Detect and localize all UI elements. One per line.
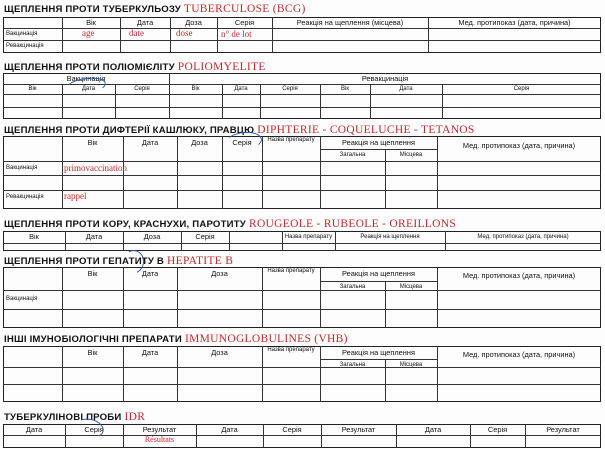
header-series: Серія (195, 232, 215, 241)
header-general: Загальна (339, 152, 366, 158)
handwritten-age: age (82, 28, 95, 38)
handwritten-primovaccination: primovaccination (64, 163, 127, 173)
header-product-name: Назва препарату (267, 268, 315, 274)
title-ua: ЩЕПЛЕННЯ ПРОТИ КОРУ, КРАСНУХИ, ПАРОТИТУ (4, 219, 246, 230)
header-contraindication: Мед. протипоказ (дата, причина) (462, 141, 576, 150)
header-date: Дата (25, 425, 43, 434)
title-ua: ТУБЕРКУЛІНОВІ ПРОБИ (4, 412, 122, 423)
title-fr: ROUGEOLE - RUBEOLE - OREILLONS (248, 218, 457, 230)
header-reaction: Реакція на щеплення (342, 348, 415, 357)
header-date: Дата (85, 232, 103, 241)
header-product-name: Назва препарату (284, 234, 333, 240)
header-reaction: Реакція на щеплення (місцева) (296, 18, 404, 27)
title-ua: ЩЕПЛЕННЯ ПРОТИ ПОЛІОМІЄЛІТУ (4, 62, 175, 73)
header-local: Місцева (399, 284, 423, 290)
header-contraindication: Мед. протипоказ (дата, причина) (477, 234, 569, 240)
header-age: Вік (191, 86, 200, 92)
header-age: Вік (29, 232, 39, 241)
header-series: Серія (282, 425, 302, 434)
header-date: Дата (81, 86, 96, 92)
header-age: Вік (86, 18, 96, 27)
header-series: Серія (84, 425, 104, 434)
header-age: Вік (28, 86, 37, 92)
handwritten-date: date (129, 28, 144, 38)
title-fr: POLIOMYELITE (177, 61, 266, 73)
header-date: Дата (234, 86, 248, 92)
section-title-ror (4, 218, 456, 230)
row-label-vaccination: Вакцинація (6, 296, 38, 302)
header-date: Дата (136, 18, 154, 27)
header-reaction: Реакція на щеплення (342, 138, 415, 147)
title-fr: HEPATITE B (167, 255, 234, 267)
section-title-polio (4, 61, 266, 73)
handwritten-results: Résultats (144, 435, 175, 444)
header-result: Результат (142, 425, 177, 434)
header-contraindication: Мед. протипоказ (дата, причина) (462, 350, 576, 359)
header-dose: Доза (143, 232, 161, 241)
header-product-name: Назва препарату (267, 347, 315, 353)
header-dose: Доза (211, 269, 228, 278)
handwritten-dose: dose (176, 28, 193, 38)
group-revaccination: Ревакцинація (361, 74, 409, 83)
header-general: Загальна (339, 362, 366, 368)
header-result: Результат (341, 425, 376, 434)
header-age: Вік (341, 86, 349, 92)
header-date: Дата (221, 425, 238, 434)
header-result: Результат (546, 425, 580, 434)
title-fr: IMMUNOGLOBULINES (VHB) (184, 333, 348, 345)
handwritten-lot: n° de lot (221, 29, 252, 39)
header-series: Серія (513, 86, 530, 92)
title-ua: ЩЕПЛЕННЯ ПРОТИ ТУБЕРКУЛЬОЗУ (4, 4, 181, 15)
section-title-hepatitis-b (4, 255, 233, 267)
section-title-tuberculosis (4, 3, 306, 15)
header-date: Дата (141, 138, 159, 147)
row-label-revaccination: Ревакцинація (6, 43, 44, 49)
header-series: Серія (234, 18, 255, 27)
handwritten-rappel: rappel (64, 191, 87, 201)
header-date: Дата (141, 348, 159, 357)
header-series: Серія (232, 138, 252, 147)
header-series: Серія (282, 86, 298, 92)
header-reaction: Реакція на щеплення (360, 234, 420, 240)
title-ua: ЩЕПЛЕННЯ ПРОТИ ГЕПАТИТУ В (4, 256, 165, 267)
group-vaccination: Вакцинація (66, 74, 106, 83)
header-local: Місцева (399, 152, 423, 158)
title-fr: DIPHTERIE - COQUELUCHE - TETANOS (257, 124, 475, 136)
row-label-vaccination: Вакцинація (6, 165, 38, 171)
section-title-immunoglobulins (4, 333, 348, 345)
header-series: Серія (487, 425, 508, 434)
header-date: Дата (424, 425, 442, 434)
header-product-name: Назва препарату (267, 137, 315, 143)
header-series: Серія (134, 86, 150, 92)
header-local: Місцева (399, 362, 423, 368)
row-label-vaccination: Вакцинація (6, 31, 38, 37)
title-ua: ЩЕПЛЕННЯ ПРОТИ ДИФТЕРІЇ КАШЛЮКУ, ПРАВЦЮ (4, 125, 255, 136)
header-date: Дата (399, 86, 413, 92)
header-age: Вік (87, 348, 98, 357)
row-label-revaccination: Ревакцинація (6, 194, 44, 200)
title-fr: IDR (124, 411, 146, 423)
header-reaction: Реакція на щеплення (342, 269, 415, 278)
title-fr: TUBERCULOSE (BCG) (183, 3, 306, 15)
header-age: Вік (87, 138, 98, 147)
section-title-idr (4, 411, 145, 423)
header-age: Вік (87, 269, 98, 278)
header-dose: Доза (191, 138, 208, 147)
header-date: Дата (141, 269, 159, 278)
header-contraindication: Мед. протипоказ (дата, причина) (458, 18, 571, 27)
title-ua: ІНШІ ІМУНОБІОЛОГІЧНІ ПРЕПАРАТИ (4, 334, 182, 345)
header-dose: Доза (211, 348, 228, 357)
header-dose: Доза (185, 18, 202, 27)
header-general: Загальна (339, 284, 366, 290)
header-contraindication: Мед. протипоказ (дата, причина) (462, 271, 576, 280)
